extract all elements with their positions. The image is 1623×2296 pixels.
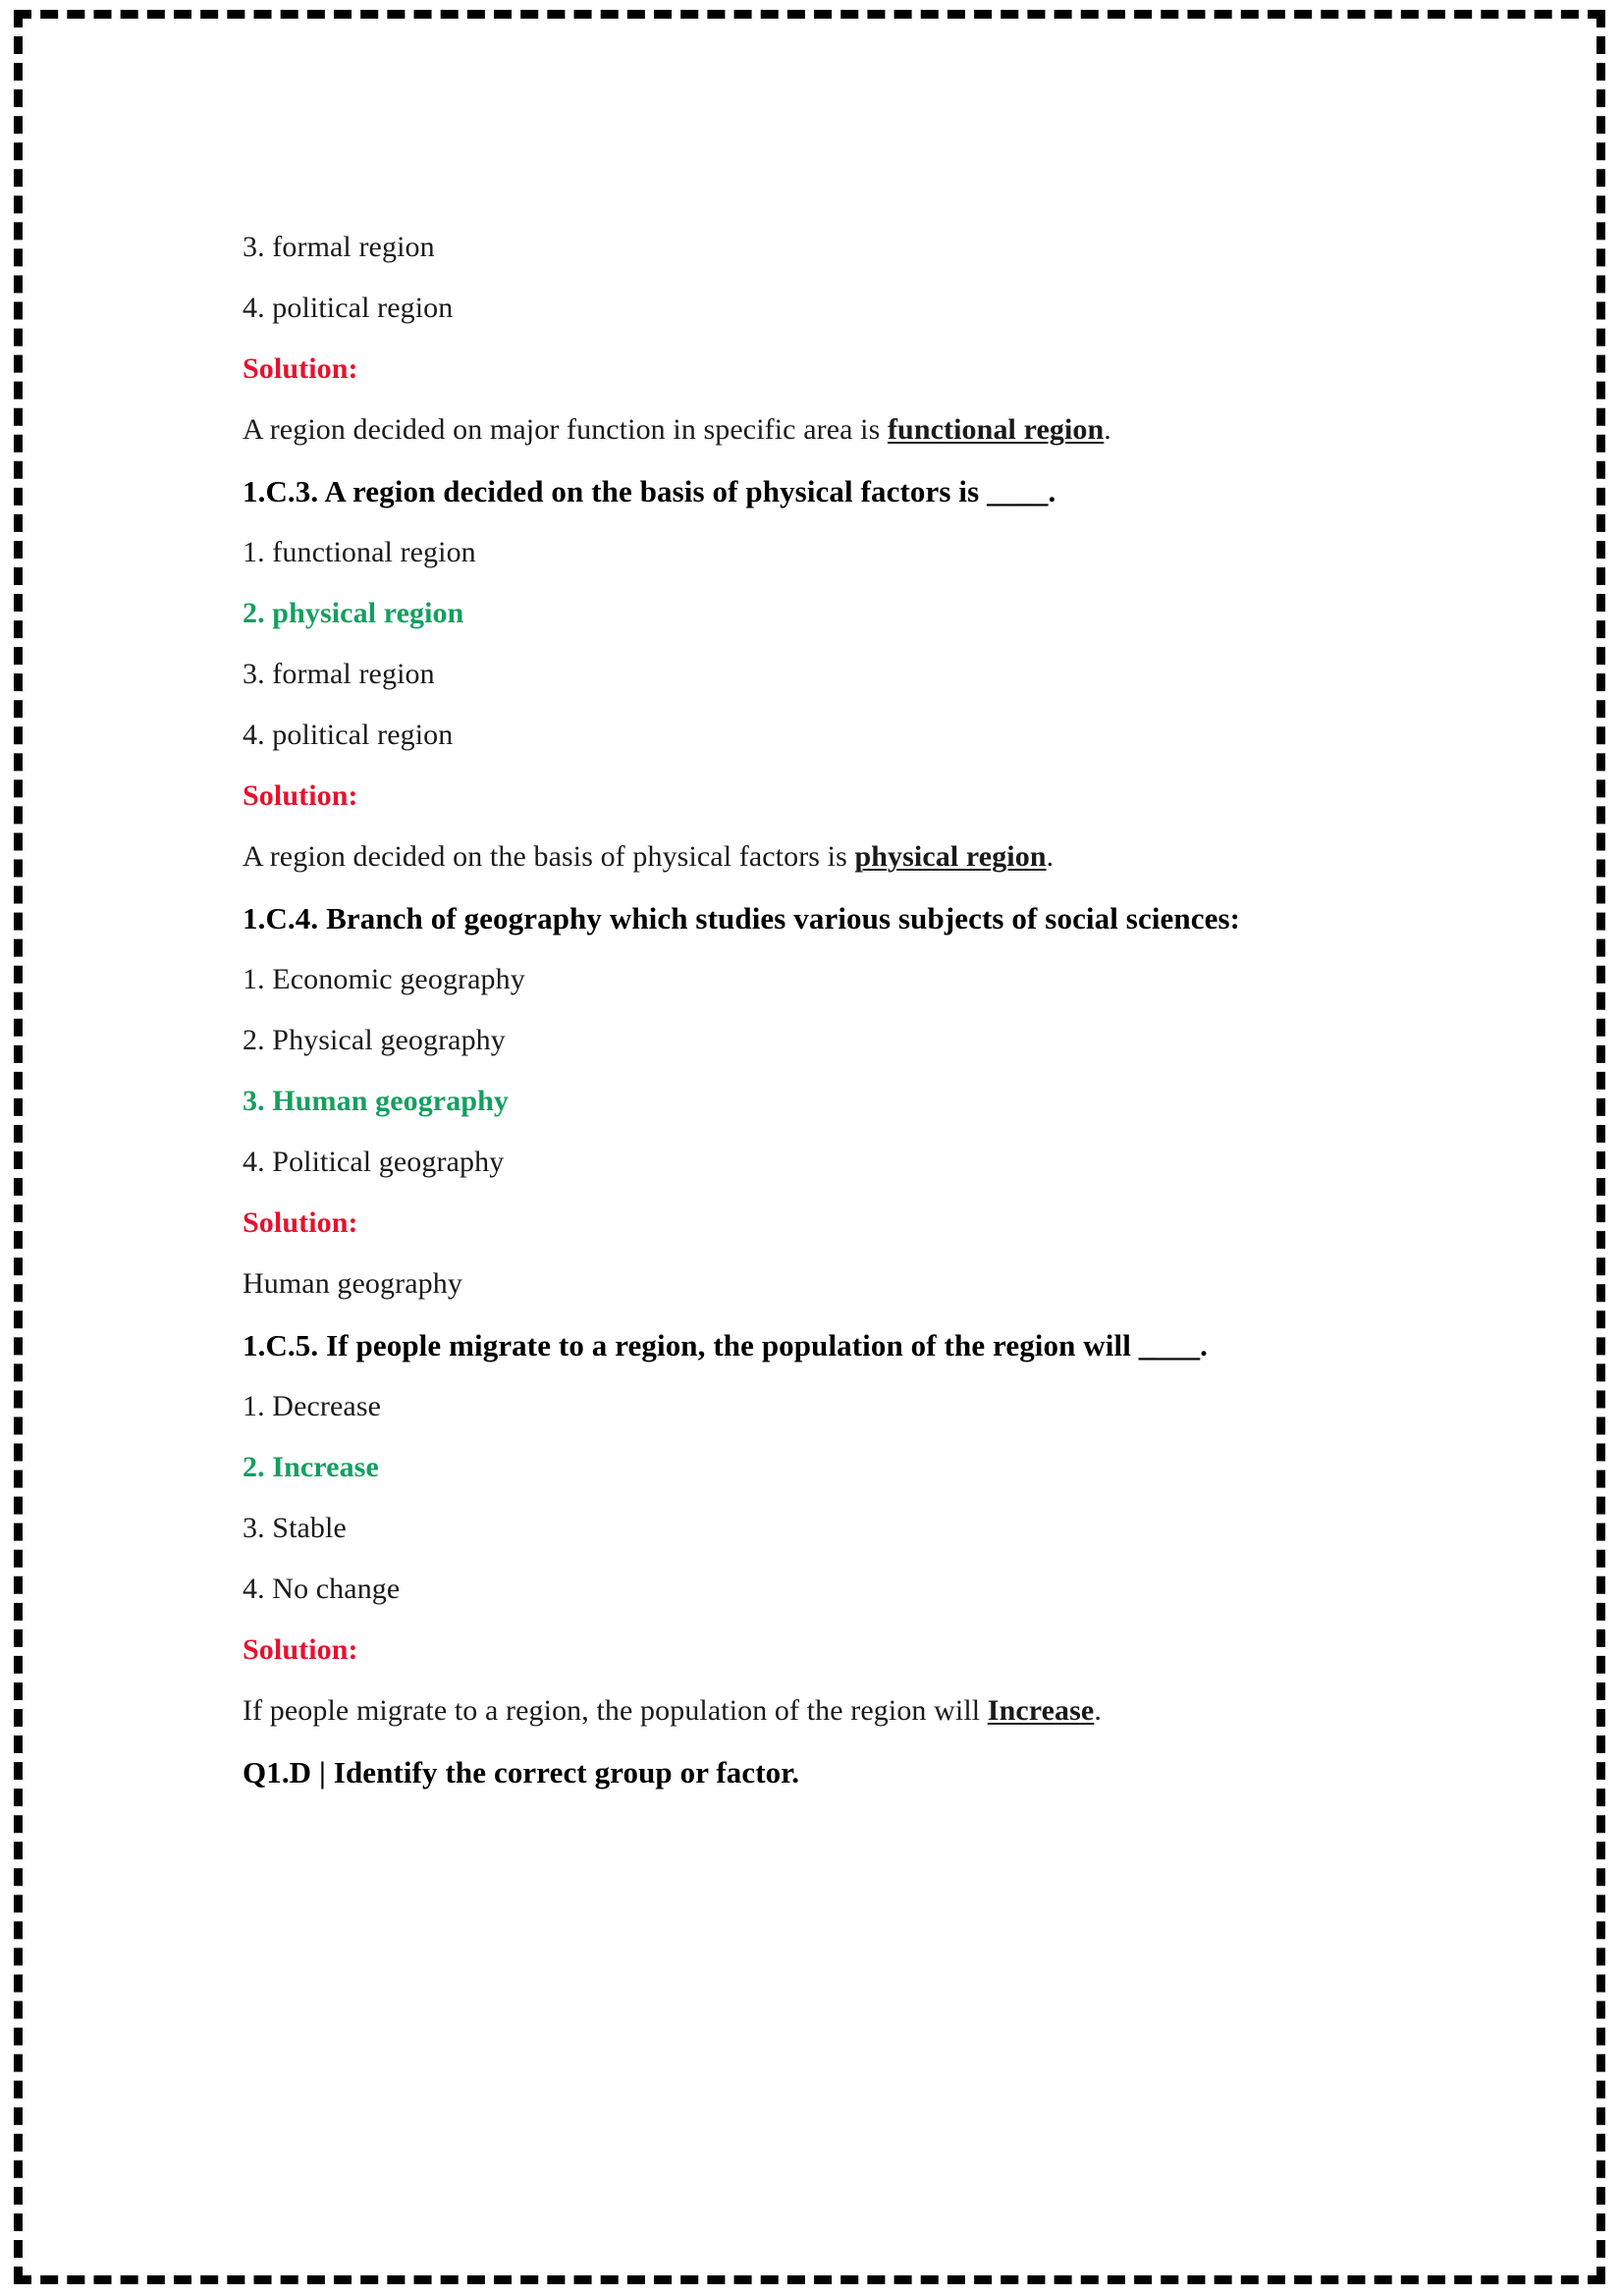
question-line: 1.C.5. If people migrate to a region, the population of the region will ____. <box>243 1328 1209 1362</box>
document-body <box>243 233 1421 1819</box>
answer-line: Human geography <box>243 1267 462 1300</box>
option-line: 3. formal region <box>243 658 435 690</box>
solution-label: Solution: <box>243 779 358 812</box>
answer-keyword: physical region <box>854 840 1047 873</box>
option-line: 4. political region <box>243 719 454 751</box>
section-heading: Q1.D | Identify the correct group or factor. <box>243 1755 800 1789</box>
answer-line <box>243 1696 1421 1726</box>
option-line: 2. Physical geography <box>243 1024 506 1056</box>
answer-prefix: A region decided on major function in specific area is <box>243 413 888 446</box>
option-line: 1. Decrease <box>243 1390 382 1422</box>
option-line: 4. No change <box>243 1573 401 1605</box>
answer-prefix: A region decided on the basis of physical factors is <box>243 840 855 873</box>
question-line: 1.C.3. A region decided on the basis of physical factors is ____. <box>243 474 1056 508</box>
option-line: 1. functional region <box>243 536 476 568</box>
answer-keyword: Increase <box>987 1694 1095 1727</box>
option-line: 1. Economic geography <box>243 963 525 995</box>
correct-option-line: 2. physical region <box>243 597 464 629</box>
answer-keyword: functional region <box>887 413 1105 446</box>
correct-option-line: 3. Human geography <box>243 1085 509 1117</box>
solution-label: Solution: <box>243 1633 358 1666</box>
option-line: 3. Stable <box>243 1512 347 1544</box>
answer-line <box>243 842 1421 872</box>
option-line: 4. political region <box>243 292 454 324</box>
solution-label: Solution: <box>243 1206 358 1239</box>
answer-suffix: . <box>1094 1694 1102 1727</box>
answer-suffix: . <box>1104 413 1111 446</box>
answer-line <box>243 415 1421 445</box>
option-line: 3. formal region <box>243 231 435 263</box>
option-line: 4. Political geography <box>243 1146 505 1178</box>
page-dashed-frame <box>14 10 1605 2284</box>
correct-option-line: 2. Increase <box>243 1451 379 1483</box>
solution-label: Solution: <box>243 352 358 385</box>
question-line: 1.C.4. Branch of geography which studies various subjects of social sciences: <box>243 901 1241 935</box>
answer-prefix: If people migrate to a region, the population of the region will <box>243 1694 988 1727</box>
answer-suffix: . <box>1046 840 1055 873</box>
